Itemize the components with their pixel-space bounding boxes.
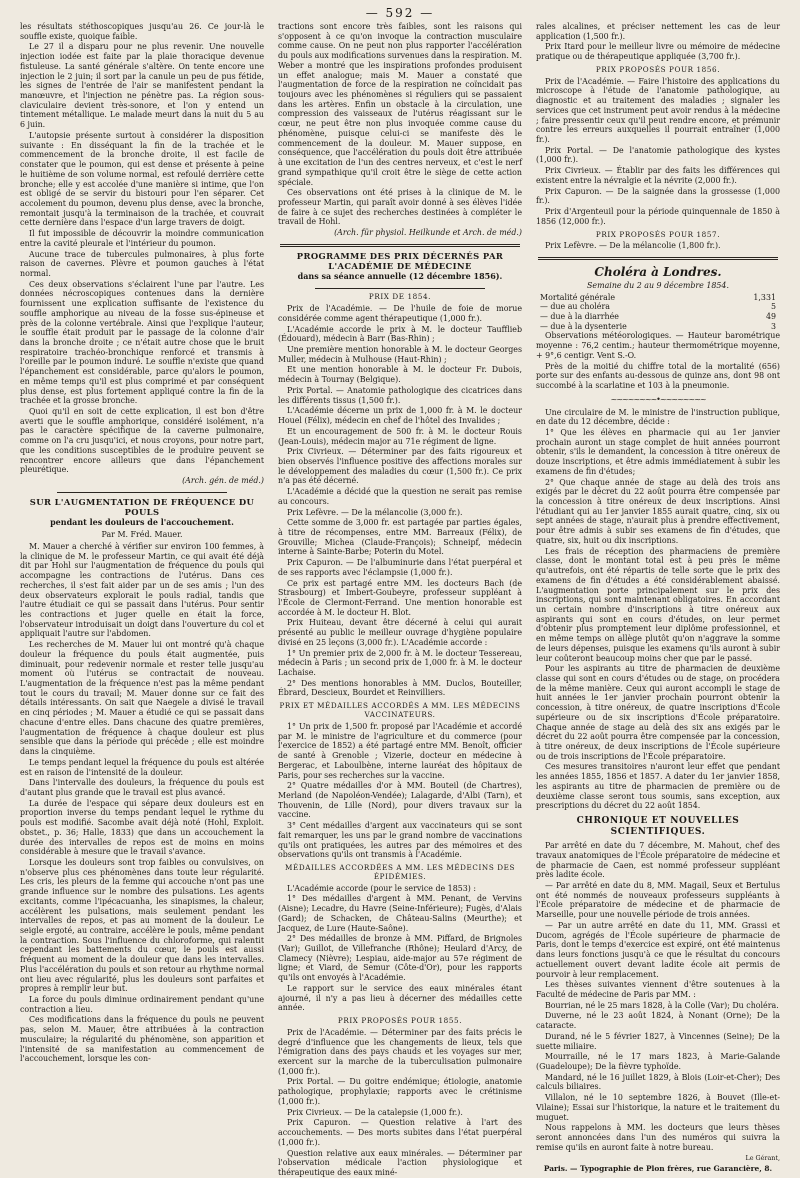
paragraph: Prix Huiteau, devant être décerné à celui qui aurait présenté au public le meilleur ouvrage d'hygiène populaire divisé en 25 leçons (3,000 fr.). L'Académie accorde :	[278, 618, 522, 647]
section-heading: PRIX PROPOSÉS POUR 1856.	[595, 64, 721, 74]
paragraph: Les thèses suivantes viennent d'être soutenues à la Faculté de médecine de Paris par MM. :	[536, 980, 780, 999]
ornament-divider: ~~~~~~~~•~~~~~~~~	[610, 394, 706, 404]
paragraph: Duverne, né le 23 août 1824, à Nonant (Orne); De la cataracte.	[536, 1011, 780, 1031]
paragraph: Ces modifications dans la fréquence du pouls ne peuvent pas, selon M. Mauer, être attribuées à la contraction musculaire; la régularité du phénomène, son apparition et l'intensité de sa manifestation au commencement de l'accouchement, lorsque les con-	[20, 1015, 264, 1064]
paragraph: 1° Que les élèves en pharmacie qui au 1er janvier prochain auront un stage complet de huit années pourront obtenir, s'ils le demandent, la concession à titre onéreux de douze inscriptions, et être admis immédiatement à subir les examens de fin d'études;	[536, 428, 780, 476]
paragraph: Durand, né le 5 février 1827, à Vincennes (Seine); De la suette miliaire.	[536, 1031, 780, 1051]
paragraph: Le rapport sur le service des eaux minérales étant ajourné, il n'y a pas lieu à décerner des médailles cette année.	[278, 983, 522, 1013]
section-heading: PRIX ET MÉDAILLES ACCORDÉS A MM. LES MÉDECINS VACCINATEURS.	[279, 701, 521, 720]
mortality-value: 5	[770, 302, 776, 312]
columns	[20, 22, 780, 1177]
paragraph: Aucune trace de tubercules pulmonaires, à plus forte raison de cavernes. Plèvre et poumon gauches à l'état normal.	[20, 249, 264, 278]
paragraph: Prix Portal. — De l'anatomie pathologique des kystes (1,000 fr.).	[536, 145, 780, 165]
paragraph: 1° Un prix de 1,500 fr. proposé par l'Académie et accordé par M. le ministre de l'agriculture et du commerce (pour l'exercice de 1852) a été partagé entre MM. Benoît, officier de santé à Grenoble ; Vizerie, docteur en médecine à Bergerac, et Laboulbène, interne lauréat des hôpitaux de Paris, pour ses recherches sur la vaccine.	[278, 721, 522, 780]
section-heading: PRIX DE 1854.	[368, 292, 432, 302]
paragraph: Une première mention honorable à M. le docteur Georges Muller, médecin à Mulhouse (Haut-Rhin) ;	[278, 345, 522, 364]
paragraph: Lorsque les douleurs sont trop faibles ou convulsives, on n'observe plus ces phénomènes dans toute leur régularité. Les cris, les pleurs de la femme qui accouche n'ont pas une grande influence sur le nombre des pulsations. Les agents excitants, comme l'ipécacuanha, les sinapismes, la chaleur, accélèrent les pulsations, mais seulement pendant les intervalles de repos, et pas au moment de la douleur. Le seigle ergoté, au contraire, accélère le pouls, même pendant la contraction. Sous l'influence du chloroforme, qui ralentit cependant les battements du cœur, le pouls est aussi fréquent au moment de la douleur que dans les intervalles. Plus l'accélération du pouls et son retour au rhythme normal ont lieu avec régularité, plus les douleurs sont parfaites et propres à remplir leur but.	[20, 857, 264, 994]
divider	[280, 244, 520, 247]
paragraph: Villalon, né le 10 septembre 1826, à Bouvet (Ille-et-Vilaine); Essai sur l'historique, la nature et le traitement du muguet.	[536, 1093, 780, 1122]
paragraph: Prix Portal. — Du goitre endémique; étiologie, anatomie pathologique, prophylaxie; rapports avec le crétinisme (1,000 fr.).	[278, 1077, 522, 1106]
paragraph: Ces observations ont été prises à la clinique de M. le professeur Martin, qui paraît avoir donné à ses élèves l'idée de faire à ce sujet des recherches destinées à compléter le travail de Hohl.	[278, 188, 522, 227]
paragraph: tractions sont encore très faibles, sont les raisons qui s'opposent à ce qu'on invoque la contraction musculaire comme cause. On ne peut non plus rapporter l'accélération du pouls aux modifications survenues dans la respiration. M. Weber a montré que les inspirations profondes produisent un effet analogue; mais M. Mauer a constaté que l'augmentation de force de la respiration ne coïncidait pas toujours avec les phénomènes si réguliers qui se passaient dans les artères. Enfin un obstacle à la circulation, une compression des vaisseaux de l'utérus réagissant sur le cœur, ne peut être non plus invoquée comme cause du phénomène, puisque celui-ci se manifeste dès le commencement de la douleur. M. Mauer suppose, en conséquence, que l'accélération du pouls doit être attribuée à une excitation de l'un des centres nerveux, et c'est le nerf grand sympathique qu'il croit être le siège de cette action spéciale.	[278, 22, 522, 187]
divider	[315, 288, 486, 289]
paragraph: Prix Capuron. — De la saignée dans la grossesse (1,000 fr.).	[536, 186, 780, 206]
paragraph: L'Académie décerne un prix de 1,000 fr. à M. le docteur Houel (Félix), médecin en chef de l'hôtel des Invalides ;	[278, 406, 522, 426]
mortality-value: 49	[765, 312, 776, 321]
paragraph: Prix Portal. — Anatomie pathologique des cicatrices dans les différents tissus (1,500 fr.).	[278, 385, 522, 405]
paragraph: L'Académie accorde le prix à M. le docteur Taufflieb (Édouard), médecin à Barr (Bas-Rhin) ;	[278, 324, 522, 344]
paragraph: La force du pouls diminue ordinairement pendant qu'une contraction a lieu.	[20, 995, 264, 1014]
paragraph: Mourraille, né le 17 mars 1823, à Marie-Galande (Guadeloupe); De la fièvre typhoïde.	[536, 1052, 780, 1071]
mortality-row	[536, 302, 780, 312]
paragraph: Près de la moitié du chiffre total de la mortalité (656) porte sur des enfants au-dessous de quinze ans, dont 98 ont succombé à la scarlatine et 103 à la pneumonie.	[536, 361, 780, 391]
article-title: SUR L'AUGMENTATION DE FRÉQUENCE DU POULS	[29, 496, 255, 518]
paragraph: Prix de l'Académie. — Déterminer par des faits précis le degré d'influence que les changements de lieux, tels que l'émigration dans des pays chauds et les voyages sur mer, exercent sur la marche de la tuberculisation pulmonaire (1,000 fr.).	[278, 1027, 522, 1076]
paragraph: 1° Des médailles d'argent à MM. Penant, de Vervins (Aisne); Lecadre, du Havre (Seine-Inférieure); Fugès, d'Alais (Gard); de Schacken, de Château-Salins (Meurthe); et Jacquez, de Lure (Haute-Saône).	[278, 894, 522, 933]
mortality-label: Mortalité générale	[540, 292, 616, 302]
chronique-title: CHRONIQUE ET NOUVELLES SCIENTIFIQUES.	[576, 816, 740, 838]
source-reference: (Arch. gén. de méd.)	[182, 476, 264, 486]
article-title: PROGRAMME DES PRIX DÉCERNÉS PAR L'ACADÉMIE DE MÉDECINE	[296, 250, 504, 272]
article-subtitle: dans sa séance annuelle (12 décembre 1856).	[297, 271, 503, 282]
paragraph: M. Mauer a cherché à vérifier sur environ 100 femmes, à la clinique de M. le professeur Martin, ce qui avait été déjà dit par Hohl sur l'augmentation de fréquence du pouls qui accompagne les contractions de l'utérus. Dans ces recherches, il s'est fait aider par un de ses amis ; l'un des deux observateurs explorait le pouls radial, tandis que l'autre étudiait ce qui se passait dans l'utérus. Pour sentir les contractions et juger quelle en était la force, l'observateur introduisait un doigt dans l'ouverture du col et appliquait l'autre sur l'abdomen.	[20, 541, 264, 639]
paragraph: L'Académie a décidé que la question ne serait pas remise au concours.	[278, 487, 522, 506]
paragraph: Prix Lefèvre. — De la mélancolie (3,000 fr.).	[287, 507, 463, 517]
paragraph: L'autopsie présente surtout à considérer la disposition suivante : En disséquant la fin de la trachée et le commencement de la bronche droite, il est facile de constater que le poumon, qui est dense et présente à peine le huitième de son volume normal, est refoulé derrière cette bronche; elle y est accolée d'une manière si intime, que l'on est obligé de se servir du bistouri pour l'en séparer. Cet accolement du poumon, devenu plus dense, avec la bronche, remontait jusqu'à la terminaison de la trachée, et couvrait cette dernière dans l'espace d'un large travers de doigt.	[20, 130, 264, 228]
paragraph: 2° Que chaque année de stage au delà des trois ans exigés par le décret du 22 août pourra être compensée par la concession à titre onéreux de deux inscriptions. Ainsi l'étudiant qui au 1er janvier 1855 aurait quatre, cinq, six ou sept années de stage, n'aurait plus à prendre effectivement, pour être admis à subir ses examens de fin d'études, que quatre, six, huit ou dix inscriptions.	[536, 477, 780, 545]
paragraph: — Par arrêté en date du 8, MM. Magail, Seux et Bertulus ont été nommés de nouveaux professeurs suppléants à l'École préparatoire de médecine et de pharmacie de Marseille, pour une nouvelle période de trois années.	[536, 881, 780, 920]
paragraph: Ces mesures transitoires n'auront leur effet que pendant les années 1855, 1856 et 1857. A dater du 1er janvier 1858, les aspirants au titre de pharmacien de première ou de deuxième classe seront tous soumis, sans exception, aux prescriptions du décret du 22 août 1854.	[536, 762, 780, 811]
paragraph: Une circulaire de M. le ministre de l'instruction publique, en date du 12 décembre, décide :	[536, 407, 780, 427]
column-3	[536, 22, 780, 1174]
section-heading: PRIX PROPOSÉS POUR 1855.	[337, 1016, 463, 1026]
mortality-value: 3	[770, 321, 776, 331]
paragraph: Prix Civrieux. — Établir par des faits les différences qui existent entre la névralgie et la névrite (2,000 fr.).	[536, 166, 780, 185]
source-reference: (Arch. für physiol. Heilkunde et Arch. de méd.)	[334, 228, 522, 238]
paragraph: Cette somme de 3,000 fr. est partagée par parties égales, à titre de récompenses, entre MM. Barreaux (Félix), de Grouville; Michea (Claude-François); Schneipf, médecin interne à Sainte-Barbe; Poterin du Motel.	[278, 518, 522, 557]
mortality-label: — due à la diarrhée	[540, 312, 619, 321]
column-1	[20, 22, 264, 1162]
mortality-row	[536, 293, 780, 303]
cholera-title: Choléra à Londres.	[594, 265, 722, 280]
paragraph: les résultats stéthoscopiques jusqu'au 26. Ce jour-là le souffle existe, quoique faible.	[20, 22, 264, 41]
paragraph: 2° Des médailles de bronze à MM. Piffard, de Brignoles (Var); Guillot, de Villefranche (Rhône); Heulard d'Arcy, de Clamecy (Nièvre); Lespiau, aide-major au 57e régiment de ligne; et Viard, de Semur (Côte-d'Or), pour les rapports qu'ils ont envoyés à l'Académie.	[278, 934, 522, 983]
paragraph: 2° Quatre médailles d'or à MM. Bouteil (de Chartres), Merland (de Napoléon-Vendée); Lalagarde, d'Albi (Tarn), et Thouvenin, de Lille (Nord), pour divers travaux sur la vaccine.	[278, 781, 522, 820]
cholera-week: Semaine du 2 au 9 décembre 1854.	[587, 280, 729, 290]
page-number: — 592 —	[365, 6, 435, 20]
paragraph: Observations météorologiques. — Hauteur barométrique moyenne : 76,2 centim.; hauteur thermométrique moyenne, + 9°,6 centigr. Vent S.-O.	[536, 331, 780, 360]
mortality-row	[536, 312, 780, 322]
paragraph: Mandard, né le 16 juillet 1829, à Blois (Loir-et-Cher); Des calculs biliaires.	[536, 1072, 780, 1092]
paragraph: Par arrêté en date du 7 décembre, M. Mahout, chef des travaux anatomiques de l'École préparatoire de médecine et de pharmacie de Caen, est nommé professeur suppléant près ladite école.	[536, 841, 780, 880]
paragraph: — Par un autre arrêté en date du 11, MM. Grassi et Ducom, agrégés de l'École supérieure de pharmacie de Paris, dont le temps d'exercice est expiré, ont été maintenus dans leurs fonctions jusqu'à ce que le résultat du concours actuellement ouvert devant ladite école ait permis de pourvoir à leur remplacement.	[536, 920, 780, 979]
paragraph: Prix de l'Académie. — De l'huile de foie de morue considérée comme agent thérapeutique (1,000 fr.).	[278, 304, 522, 323]
mortality-label: — due à la dysenterie	[540, 321, 627, 331]
paragraph: Le 27 il a disparu pour ne plus revenir. Une nouvelle injection iodée est faite par la plaie thoracique devenue fistuleuse. La santé générale s'altère. On tente encore une injection le 2 juin; il sort par la canule un peu de pus fétide, les signes de l'entrée de l'air se manifestent pendant la manœuvre, et l'injection ne pénètre pas. La région sous-claviculaire devient très-sonore, et l'on y entend un tintement métallique. Le malade meurt dans la nuit du 5 au 6 juin.	[20, 42, 264, 130]
paragraph: Dans l'intervalle des douleurs, la fréquence du pouls est d'autant plus grande que le travail est plus avancé.	[20, 778, 264, 797]
paragraph: Prix Capuron. — Question relative à l'art des accouchements. — Des morts subites dans l'état puerpéral (1,000 fr.).	[278, 1118, 522, 1147]
article-byline: Par M. Fréd. Mauer.	[101, 530, 183, 540]
paragraph: Prix Itard pour le meilleur livre ou mémoire de médecine pratique ou de thérapeutique appliquée (3,700 fr.).	[536, 42, 780, 62]
paragraph: L'Académie accorde (pour le service de 1853) :	[287, 883, 476, 893]
paragraph: Ces deux observations s'éclairent l'une par l'autre. Les données nécroscopiques contenues dans la dernière fournissent une explication suffisante de l'existence du souffle amphorique au niveau de la fosse sus-épineuse et près de la colonne vertébrale. Ainsi que l'explique l'auteur, le souffle était produit par le passage de la colonne d'air dans la bronche droite ; ce n'était autre chose que le bruit respiratoire trachéo-bronchique renforcé et transmis à l'oreille par le poumon induré. Le souffle n'existe que quand l'épanchement est considérable, parce qu'alors le poumon, en même temps qu'il est plus comprimé et par conséquent plus dense, est plus fortement appliqué contre la fin de la trachée et la grosse bronche.	[20, 279, 264, 406]
paragraph: Les recherches de M. Mauer lui ont montré qu'à chaque douleur la fréquence du pouls était augmentée, puis diminuait, pour redevenir normale et rester telle jusqu'au moment où l'utérus se contractait de nouveau. L'augmentation de la fréquence n'est pas la même pendant tout le cours du travail; M. Mauer donne sur ce fait des détails intéressants. On sait que Naegele a divisé le travail en cinq périodes ; M. Mauer a étudié ce qui se passait dans chacune d'entre elles. Dans chacune des quatre premières, l'augmentation de fréquence à chaque douleur est plus sensible que dans la période qui précède ; elle est moindre dans la cinquième.	[20, 640, 264, 757]
paragraph: Question relative aux eaux minérales. — Déterminer par l'observation médicale l'action physiologique et thérapeutique des eaux miné-	[278, 1148, 522, 1177]
paragraph: Prix Civrieux. — De la catalepsie (1,000 fr.).	[287, 1107, 463, 1117]
paragraph: 1° Un premier prix de 2,000 fr. à M. le docteur Tessereau, médecin à Paris ; un second prix de 1,000 fr. à M. le docteur Lachaise.	[278, 648, 522, 678]
paragraph: Nous rappelons à MM. les docteurs que leurs thèses seront annoncées dans l'un des numéros qui suivra la remise qu'ils en auront faite à notre bureau.	[536, 1123, 780, 1152]
paragraph: 3° Cent médailles d'argent aux vaccinateurs qui se sont fait remarquer, les uns par le grand nombre de vaccinations qu'ils ont pratiquées, les autres par des mémoires et des observations qu'ils ont transmis à l'Académie.	[278, 821, 522, 860]
paragraph: rales alcalines, et préciser nettement les cas de leur application (1,500 fr.).	[536, 22, 780, 41]
mortality-label: — due au choléra	[540, 302, 610, 312]
paragraph: Les frais de réception des pharmaciens de première classe, dont le montant total est à peu près le même qu'autrefois, ont été répartis de telle sorte que le prix des examens de fin d'études a été considérablement abaissé. L'augmentation porte principalement sur le prix des inscriptions, qui sont maintenant obligatoires. En accordant un certain nombre d'inscriptions à titre onéreux aux aspirants qui sont en cours d'études, on leur permet d'obtenir plus promptement leur diplôme professionnel, et en même temps on allège plutôt qu'on n'aggrave la somme de leurs dépenses, puisque les examens qu'ils auront à subir leur coûteront beaucoup moins cher que par le passé.	[536, 546, 780, 663]
column-2	[278, 22, 522, 1177]
paragraph: Et un encouragement de 500 fr. à M. le docteur Rouis (Jean-Louis), médecin major au 71e régiment de ligne.	[278, 426, 522, 446]
printer-imprint: Paris. — Typographie de Plon frères, rue Garancière, 8.	[543, 1164, 773, 1174]
paragraph: Il fut impossible de découvrir la moindre communication entre la cavité pleurale et l'intérieur du poumon.	[20, 229, 264, 248]
paragraph: Prix de l'Académie. — Faire l'histoire des applications du microscope à l'étude de l'anatomie pathologique, au diagnostic et au traitement des maladies ; signaler les services que cet instrument peut avoir rendus à la médecine ; faire pressentir ceux qu'il peut rendre encore, et prémunir contre les erreurs auxquelles il pourrait entraîner (1,000 fr.).	[536, 76, 780, 145]
paragraph: La durée de l'espace qui sépare deux douleurs est en proportion inverse du temps pendant lequel le rythme du pouls est modifié. Sacombe avait déjà noté (Hohl, Exploit. obstet., p. 36; Halle, 1833) que dans un accouchement la durée des intervalles de repos est de moins en moins considérable à mesure que le travail s'avance.	[20, 798, 264, 857]
paragraph: Prix Lefèvre. — De la mélancolie (1,800 fr.).	[545, 241, 721, 251]
signature: Le Gérant,	[745, 1154, 780, 1163]
section-heading: MÉDAILLES ACCORDÉES A MM. LES MÉDECINS DES ÉPIDÉMIES.	[285, 862, 515, 881]
paragraph: Bourrian, né le 25 mars 1828, à la Colle (Var); Du choléra.	[545, 1000, 779, 1010]
article-subtitle: pendant les douleurs de l'accouchement.	[50, 517, 234, 528]
divider	[57, 492, 228, 493]
paragraph: Et une mention honorable à M. le docteur Fr. Dubois, médecin à Tournay (Belgique).	[278, 365, 522, 385]
paragraph: Prix d'Argenteuil pour la période quinquennale de 1850 à 1856 (12,000 fr.).	[536, 207, 780, 226]
mortality-row	[536, 322, 780, 332]
paragraph: Le temps pendant lequel la fréquence du pouls est altérée est en raison de l'intensité de la douleur.	[20, 757, 264, 777]
paragraph: Prix Civrieux. — Déterminer par des faits rigoureux et bien observés l'influence positive des affections morales sur le développement des maladies du cœur (1,500 fr.). Ce prix n'a pas été décerné.	[278, 447, 522, 486]
paragraph: Pour les aspirants au titre de pharmacien de deuxième classe qui sont en cours d'études ou de stage, on procédera de la même manière. Ceux qui auront accompli le stage de huit années le 1er janvier prochain pourront obtenir la concession, à titre onéreux, de quatre inscriptions d'École supérieure ou de six inscriptions d'École préparatoire. Chaque année de stage au delà des six ans exigés par le décret du 22 août pourra être compensée par la concession, à titre onéreux, de deux inscriptions de l'École supérieure ou de trois inscriptions de l'École préparatoire.	[536, 664, 780, 761]
divider	[538, 257, 778, 260]
paragraph: Quoi qu'il en soit de cette explication, il est bon d'être averti que le souffle amphorique, considéré isolément, n'a pas le caractère spécifique de la caverne pulmonaire, comme on l'a cru jusqu'ici, et nous croyons, pour notre part, que les conditions susceptibles de le produire peuvent se rencontrer encore ailleurs que dans l'épanchement pleurétique.	[20, 407, 264, 475]
paragraph: 2° Des mentions honorables à MM. Duclos, Bouteiller, Ébrard, Descieux, Bourdet et Reinvilliers.	[278, 678, 522, 698]
section-heading: PRIX PROPOSÉS POUR 1857.	[595, 229, 721, 239]
paragraph: Prix Capuron. — De l'albuminurie dans l'état puerpéral et de ses rapports avec l'éclampsie (1,000 fr.).	[278, 558, 522, 577]
mortality-value: 1,331	[753, 292, 776, 302]
paragraph: Ce prix est partagé entre MM. les docteurs Bach (de Strasbourg) et Imbert-Goubeyre, professeur suppléant à l'École de Clermont-Ferrand. Une mention honorable est accordée à M. le docteur H. Blot.	[278, 578, 522, 617]
